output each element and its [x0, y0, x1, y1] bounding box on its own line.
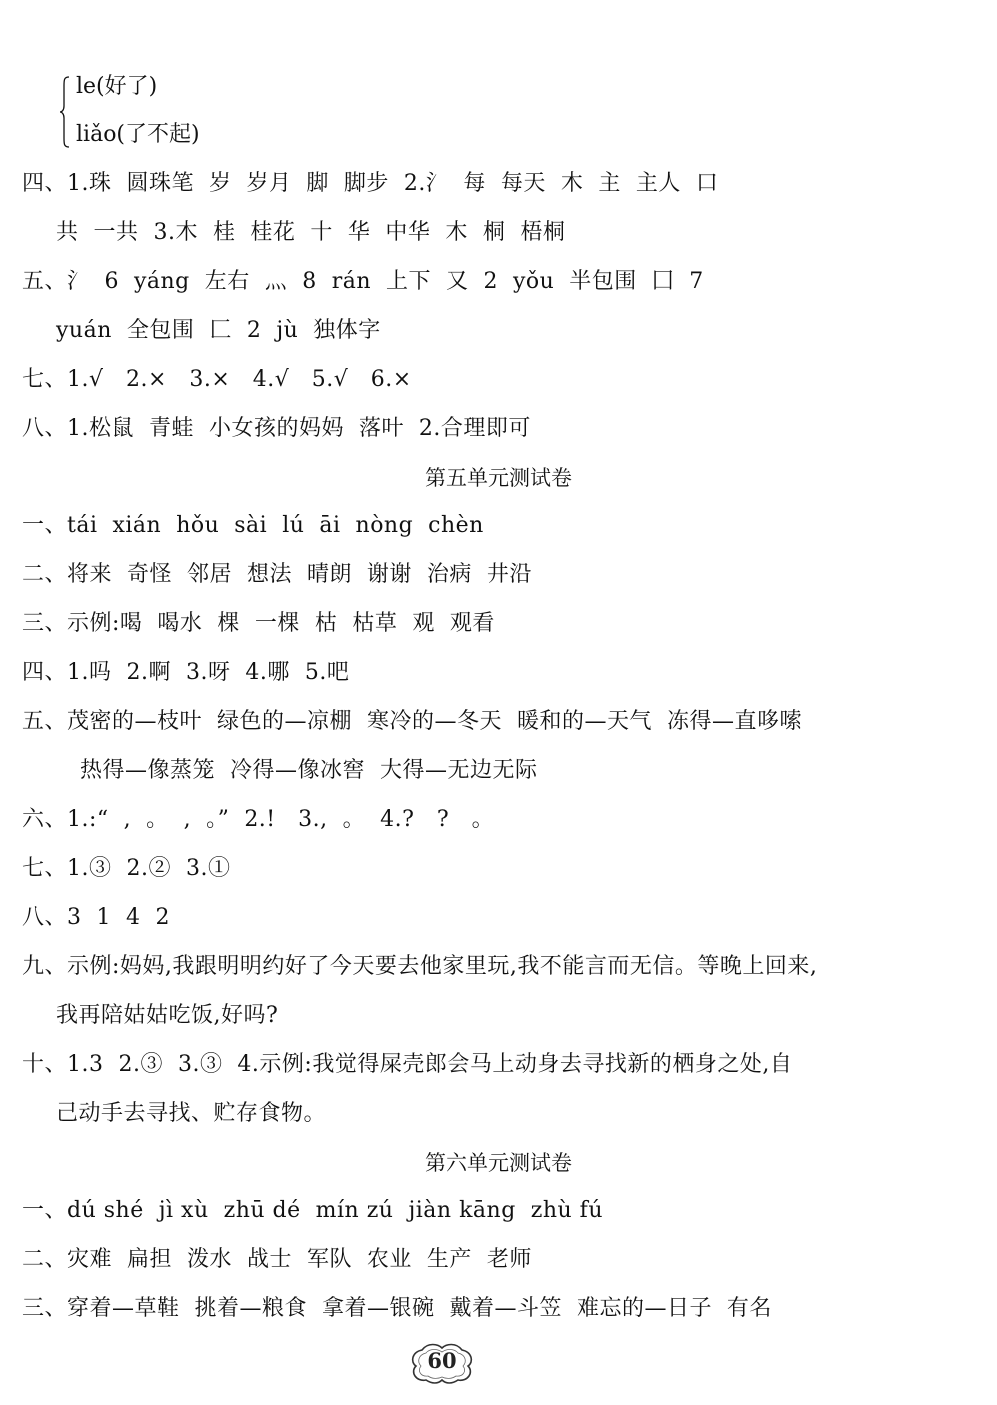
answer-line-4: 四、1.珠 圆珠笔 岁 岁月 脚 脚步 2.氵 每 每天 木 主 主人 口: [22, 171, 719, 196]
answer-line-7: 七、1.√ 2.× 3.× 4.√ 5.√ 6.×: [22, 367, 412, 392]
unit6-line-1: 一、dú shé jì xù zhū dé mín zú jiàn kāng zhù fú: [22, 1198, 603, 1223]
unit6-line-3: 三、穿着—草鞋 挑着—粮食 拿着—银碗 戴着—斗笠 难忘的—日子 有名: [22, 1296, 772, 1321]
brace-line-le: le(好了): [76, 74, 158, 99]
answer-line-5-cont: yuán 全包围 匚 2 jù 独体字: [56, 318, 381, 343]
unit5-line-9: 九、示例:妈妈,我跟明明约好了今天要去他家里玩,我不能言而无信。等晚上回来,: [22, 954, 818, 979]
unit5-line-3: 三、示例:喝 喝水 棵 一棵 枯 枯草 观 观看: [22, 611, 495, 636]
page-number-badge: [408, 1342, 476, 1384]
unit6-line-2: 二、灾难 扁担 泼水 战士 军队 农业 生产 老师: [22, 1247, 532, 1272]
unit5-line-2: 二、将来 奇怪 邻居 想法 晴朗 谢谢 治病 井沿: [22, 562, 532, 587]
page-number: 60: [427, 1348, 457, 1373]
brace-line-liao: liǎo(了不起): [76, 122, 200, 147]
section-title-unit5: 第五单元测试卷: [425, 466, 572, 490]
unit5-line-4: 四、1.吗 2.啊 3.呀 4.哪 5.吧: [22, 660, 350, 685]
unit5-line-1: 一、tái xián hǒu sài lú āi nòng chèn: [22, 513, 484, 538]
unit5-line-6: 六、1.:“ , 。 , 。” 2.! 3., 。 4.? ? 。: [22, 807, 495, 832]
answer-line-5: 五、氵 6 yáng 左右 灬 8 rán 上下 又 2 yǒu 半包围 囗 7: [22, 269, 704, 294]
unit5-line-8: 八、3 1 4 2: [22, 905, 170, 930]
section-title-unit6: 第六单元测试卷: [425, 1151, 572, 1175]
pronunciation-brace-group: [60, 72, 260, 152]
answer-line-4-cont: 共 一共 3.木 桂 桂花 十 华 中华 木 桐 梧桐: [56, 220, 566, 245]
unit5-line-5: 五、茂密的—枝叶 绿色的—凉棚 寒冷的—冬天 暖和的—天气 冻得—直哆嗦: [22, 709, 802, 734]
unit5-line-10-cont: 己动手去寻找、贮存食物。: [56, 1101, 327, 1126]
unit5-line-10: 十、1.3 2.③ 3.③ 4.示例:我觉得屎壳郎会马上动身去寻找新的栖身之处,自: [22, 1052, 793, 1077]
unit5-line-7: 七、1.③ 2.② 3.①: [22, 856, 231, 881]
brace-icon: [60, 76, 70, 148]
unit5-line-9-cont: 我再陪姑姑吃饭,好吗?: [56, 1003, 279, 1028]
unit5-line-5-cont: 热得—像蒸笼 冷得—像冰窖 大得—无边无际: [80, 758, 538, 783]
answer-line-8: 八、1.松鼠 青蛙 小女孩的妈妈 落叶 2.合理即可: [22, 416, 531, 441]
